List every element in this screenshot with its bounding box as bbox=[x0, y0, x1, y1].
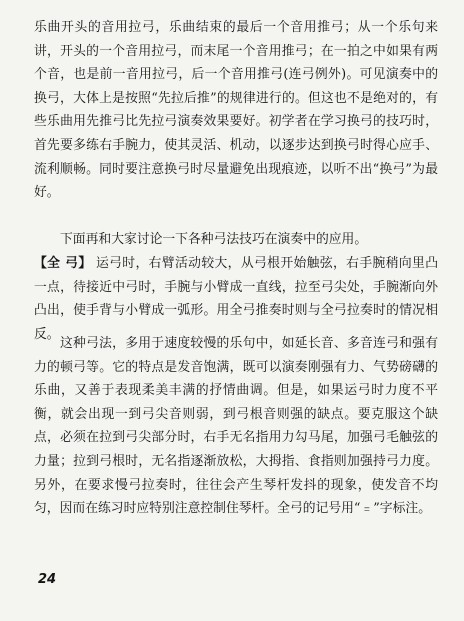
paragraph-full-bow-usage: 这种弓法，多用于速度较慢的乐句中，如延长音、多音连弓和强有力的顿弓等。它的特点是发音饱满，既可以演奏刚强有力、气势磅礴的乐曲，又善于表现柔美丰满的抒情曲调。但是，如果运弓时力度不平衡，就会出现一到弓尖音则弱，到弓根音则强的缺点。要克服这个缺点，必须在拉到弓尖部分时，右手无名指用力勾马尾，加强弓毛触弦的力量；拉到弓根时，无名指逐渐放松，大拇指、食指则加强持弓力度。另外，在要求慢弓拉奏时，往往会产生琴杆发抖的现象，使发音不均匀，因而在练习时应特别注意控制住琴杆。全弓的记号用“﹦”字标注。 bbox=[34, 336, 438, 517]
paragraph-full-bow-motion-text: 运弓时，右臂活动较大，从弓根开始触弦，右手腕稍向里凸一点，待接近中弓时，手腕与小臂成一直线，拉至弓尖处，手腕渐向外凸出，使手背与小臂成一弧形。用全弓推奏时则与全弓拉奏时的情况相反。 bbox=[34, 256, 438, 342]
paragraph-intro-techniques: 下面再和大家讨论一下各种弓法技巧在演奏中的应用。 bbox=[60, 232, 368, 247]
section-heading-full-bow: 【全 弓】 bbox=[34, 256, 92, 271]
paragraph-bow-change-rules: 乐曲开头的音用拉弓，乐曲结束的最后一个音用推弓；从一个乐句来讲，开头的一个音用拉弓，而末尾一个音用推弓；在一拍之中如果有两个音，也是前一音用拉弓，后一个音用推弓(连弓例外)。可见演奏中的换弓，大体上是按照“先拉后推”的规律进行的。但这也不是绝对的，有些乐曲用先推弓比先拉弓演奏效果要好。初学者在学习换弓的技巧时，首先要多练右手腕力，使其灵活、机动，以逐步达到换弓时得心应手、流利顺畅。同时要注意换弓时尽量避免出现痕迹，以听不出“换弓”为最好。 bbox=[34, 20, 438, 201]
page-number: 24 bbox=[38, 572, 57, 587]
